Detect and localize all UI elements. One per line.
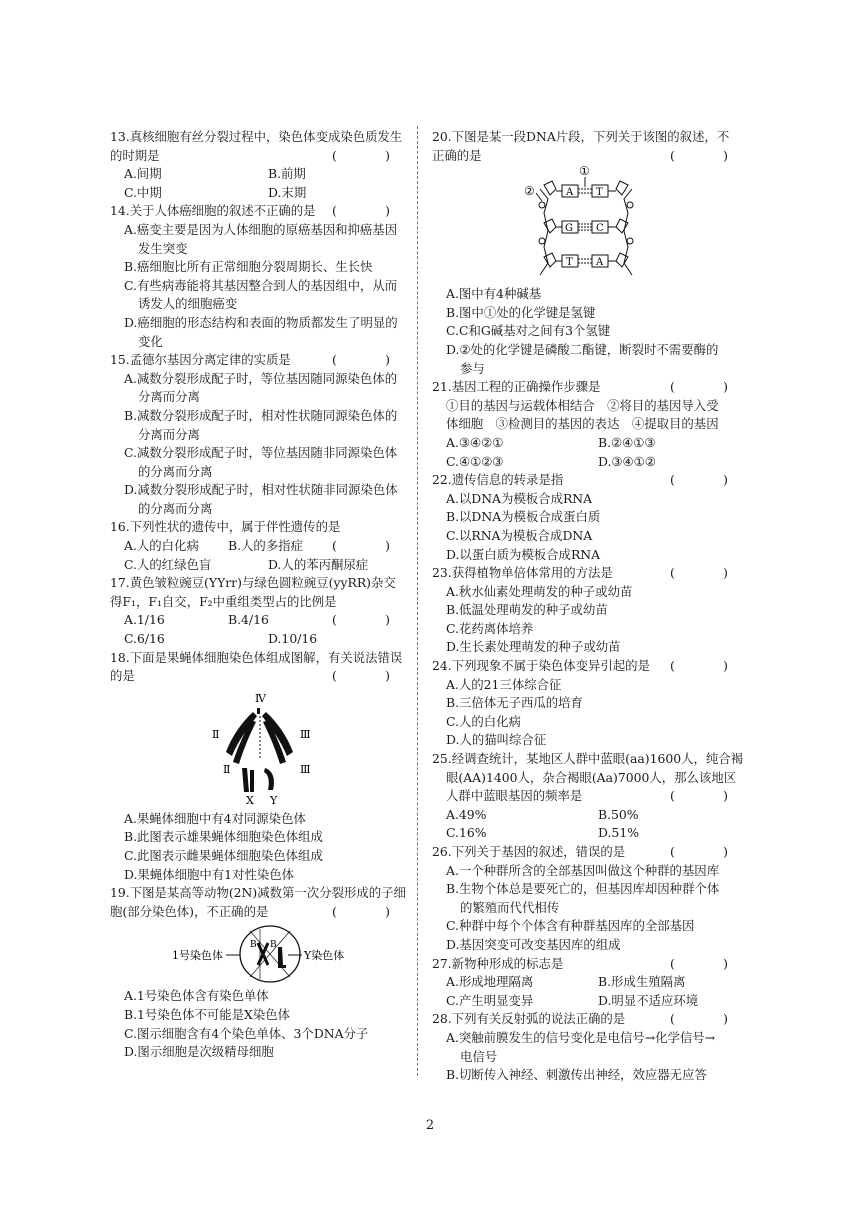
q20-stem-1: 20.下图是某一段DNA片段，下列关于该图的叙述，不 xyxy=(432,129,730,144)
q18-option-a: A.果蝇体细胞中有4对同源染色体 xyxy=(124,810,306,826)
answer-paren: ( ) xyxy=(331,203,408,219)
base-g-label: G xyxy=(565,223,573,235)
label-iii-lower: Ⅲ xyxy=(300,762,311,776)
q27-option-a: A.形成地理隔离 xyxy=(446,974,534,990)
question-18 xyxy=(110,649,412,885)
answer-paren: ( ) xyxy=(331,147,408,163)
answer-paren: ( ) xyxy=(331,903,408,919)
q15-option-b: B.减数分裂形成配子时，相对性状随同源染色体的 xyxy=(124,407,398,423)
q16-option-d: D.人的苯丙酮尿症 xyxy=(268,556,369,572)
q24-option-a: A.人的21三体综合征 xyxy=(446,676,562,692)
answer-paren: ( ) xyxy=(669,955,746,971)
q27-option-d: D.明显不适应环境 xyxy=(598,992,699,1008)
q19-option-a: A.1号染色体含有染色单体 xyxy=(124,988,269,1004)
q20-option-d-cont: 参与 xyxy=(460,360,485,376)
label-b-right: B xyxy=(270,940,277,951)
q15-option-a-cont: 分离而分离 xyxy=(138,389,200,405)
q24-option-d: D.人的猫叫综合征 xyxy=(446,732,547,748)
q22-option-b: B.以DNA为模板合成蛋白质 xyxy=(446,509,601,525)
q19-stem-1: 19.下图是某高等动物(2N)减数第一次分裂形成的子细 xyxy=(110,885,406,901)
sugar-r1 xyxy=(616,181,628,195)
q13-stem-2: 的时期是 xyxy=(110,147,160,163)
q25-option-a: A.49% xyxy=(446,806,487,822)
q24-option-c: C.人的白化病 xyxy=(446,713,521,729)
q15-option-d-cont: 的分离而分离 xyxy=(138,500,213,516)
q13-option-a: A.间期 xyxy=(124,166,162,182)
base-a-top-label: A xyxy=(566,187,574,199)
label-chromosome-1: 1号染色体 xyxy=(172,949,223,963)
q16-stem: 16.下列性状的遗传中，属于伴性遗传的是 xyxy=(110,519,341,535)
q20-option-b: B.图中①处的化学键是氢键 xyxy=(446,304,596,320)
chromosome-x-1 xyxy=(242,768,249,792)
q16-option-c: C.人的红绿色盲 xyxy=(124,556,212,572)
marker-2-arrow xyxy=(536,193,542,201)
answer-paren: ( ) xyxy=(331,612,408,628)
q15-option-b-cont: 分离而分离 xyxy=(138,426,200,442)
q19-option-c: C.图示细胞含有4个染色单体、3个DNA分子 xyxy=(124,1025,369,1041)
answer-paren: ( ) xyxy=(669,147,746,163)
answer-paren: ( ) xyxy=(331,668,408,684)
q21-option-a: A.③④②① xyxy=(446,434,504,450)
fruitfly-chromosome-figure xyxy=(110,686,412,810)
question-17 xyxy=(110,574,412,648)
label-x: X xyxy=(246,793,254,807)
base-c-label: C xyxy=(596,223,604,235)
q25-stem-1: 25.经调查统计，某地区人群中蓝眼(aa)1600人，纯合褐 xyxy=(432,751,744,767)
sugar-l1 xyxy=(544,181,556,195)
q14-option-b: B.癌细胞比所有正常细胞分裂周期长、生长快 xyxy=(124,259,373,275)
q15-option-a: A.减数分裂形成配子时，等位基因随同源染色体的 xyxy=(124,370,398,386)
q23-option-c: C.花药离体培养 xyxy=(446,620,534,636)
q19-option-b: B.1号染色体不可能是X染色体 xyxy=(124,1006,291,1022)
q14-option-c-cont: 诱发人的细胞癌变 xyxy=(138,296,238,312)
left-column xyxy=(110,128,412,1062)
base-t-top-label: T xyxy=(596,187,603,199)
q26-option-d: D.基因突变可改变基因库的组成 xyxy=(446,936,621,952)
q13-option-b: B.前期 xyxy=(268,166,306,182)
q25-option-c: C.16% xyxy=(446,825,487,841)
question-14 xyxy=(110,202,412,351)
answer-paren: ( ) xyxy=(331,352,408,368)
dna-fragment-figure xyxy=(432,165,750,285)
q18-stem-2: 的是 xyxy=(110,668,135,684)
q22-option-d: D.以蛋白质为模板合成RNA xyxy=(446,546,601,562)
q18-stem-1: 18.下面是果蝇体细胞染色体组成图解，有关说法错误 xyxy=(110,649,403,665)
q14-option-d-cont: 变化 xyxy=(138,333,163,349)
answer-paren: ( ) xyxy=(669,379,746,395)
label-y-chromosome: Y染色体 xyxy=(304,949,345,963)
q21-option-c: C.④①②③ xyxy=(446,453,504,469)
phosphate-r2 xyxy=(627,238,633,244)
q14-option-d: D.癌细胞的形态结构和表面的物质都发生了明显的 xyxy=(124,314,398,330)
q15-option-d: D.减数分裂形成配子时，相对性状随非同源染色体 xyxy=(124,482,398,498)
answer-paren: ( ) xyxy=(669,565,746,581)
q27-option-c: C.产生明显变异 xyxy=(446,992,534,1008)
q22-option-a: A.以DNA为模板合成RNA xyxy=(446,490,593,506)
q28-option-b: B.切断传入神经、刺激传出神经，效应器无应答 xyxy=(446,1067,707,1083)
q14-stem: 14.关于人体癌细胞的叙述不正确的是 xyxy=(110,203,316,219)
label-iv: Ⅳ xyxy=(255,691,266,705)
q21-step-list-2: 体细胞 ③检测目的基因的表达 ④提取目的基因 xyxy=(446,416,719,432)
right-column xyxy=(432,128,750,1085)
question-19 xyxy=(110,884,412,1062)
q26-option-c: C.种群中每个个体含有种群基因库的全部基因 xyxy=(446,918,695,934)
q21-stem: 21.基因工程的正确操作步骤是 xyxy=(432,379,601,395)
answer-paren: ( ) xyxy=(669,658,746,674)
q28-option-a-cont: 电信号 xyxy=(460,1048,498,1064)
q25-stem-3: 人群中蓝眼基因的频率是 xyxy=(446,788,583,804)
label-y: Y xyxy=(270,793,278,807)
q18-option-c: C.此图表示雌果蝇体细胞染色体组成 xyxy=(124,848,323,863)
question-13 xyxy=(110,128,412,202)
q20-option-d: D.②处的化学键是磷酸二酯键，断裂时不需要酶的 xyxy=(446,341,719,357)
question-28 xyxy=(432,1010,750,1084)
column-divider xyxy=(417,126,418,1076)
q25-option-b: B.50% xyxy=(598,806,639,822)
q14-option-a: A.癌变主要是因为人体细胞的原癌基因和抑癌基因 xyxy=(124,221,398,237)
q13-option-d: D.末期 xyxy=(268,184,307,200)
base-t-bottom-label: T xyxy=(566,257,573,269)
page-number: 2 xyxy=(425,1118,435,1133)
meiosis-cell-diagram xyxy=(110,921,412,987)
q15-stem: 15.孟德尔基因分离定律的实质是 xyxy=(110,352,291,368)
q26-stem: 26.下列关于基因的叙述，错误的是 xyxy=(432,844,626,859)
q23-option-b: B.低温处理萌发的种子或幼苗 xyxy=(446,602,608,618)
answer-paren: ( ) xyxy=(669,472,746,488)
q18-option-d: D.果蝇体细胞中有1对性染色体 xyxy=(124,866,295,882)
label-ii-lower: Ⅱ xyxy=(223,762,231,776)
chromosome-y-shape xyxy=(278,947,286,968)
chromosome-y xyxy=(264,768,274,790)
q17-option-b: B.4/16 xyxy=(227,612,269,628)
q28-option-a: A.突触前膜发生的信号变化是电信号→化学信号→ xyxy=(446,1029,716,1045)
q17-option-d: D.10/16 xyxy=(268,631,318,647)
q22-option-c: C.以RNA为模板合成DNA xyxy=(446,527,593,543)
q20-option-a: A.图中有4种碱基 xyxy=(446,286,542,302)
question-21 xyxy=(432,378,750,471)
base-a-bottom-label: A xyxy=(596,257,604,269)
q25-stem-2: 眼(AA)1400人，杂合褐眼(Aa)7000人，那么该地区 xyxy=(446,769,737,785)
answer-paren: ( ) xyxy=(669,1011,746,1027)
q19-stem-2: 胞(部分染色体)，不正确的是 xyxy=(110,903,269,919)
marker-1: ① xyxy=(579,165,590,179)
q16-option-a: A.人的白化病 xyxy=(124,538,199,554)
q23-option-d: D.生长素处理萌发的种子或幼苗 xyxy=(446,639,621,655)
q17-option-c: C.6/16 xyxy=(124,631,165,647)
q21-step-list-1: ①目的基因与运载体相结合 ②将目的基因导入受 xyxy=(446,397,719,413)
q28-stem: 28.下列有关反射弧的说法正确的是 xyxy=(432,1011,626,1027)
phosphate-l1 xyxy=(539,202,545,208)
q15-option-c-cont: 的分离而分离 xyxy=(138,463,213,479)
q21-option-b: B.②④①③ xyxy=(598,434,656,450)
label-b-left: B xyxy=(250,940,257,951)
q18-option-b: B.此图表示雄果蝇体细胞染色体组成 xyxy=(124,829,323,845)
q25-option-d: D.51% xyxy=(598,825,639,841)
answer-paren: ( ) xyxy=(669,844,746,859)
question-25 xyxy=(432,750,750,843)
phosphate-r1 xyxy=(627,202,633,208)
question-23 xyxy=(432,564,750,657)
dna-fragment-diagram xyxy=(432,165,750,285)
fruitfly-chromosome-diagram xyxy=(110,686,412,810)
question-24 xyxy=(432,657,750,750)
answer-paren: ( ) xyxy=(331,538,408,554)
q13-option-c: C.中期 xyxy=(124,184,162,200)
q26-option-b-cont: 的繁殖而代代相传 xyxy=(460,899,560,915)
q14-option-a-cont: 发生突变 xyxy=(138,240,188,256)
q24-stem: 24.下列现象不属于染色体变异引起的是 xyxy=(432,658,650,674)
label-iii-upper: Ⅲ xyxy=(300,727,311,741)
q20-option-c: C.C和G碱基对之间有3个氢键 xyxy=(446,323,611,339)
q23-stem: 23.获得植物单倍体常用的方法是 xyxy=(432,565,613,581)
q26-option-b: B.生物个体总是要死亡的，但基因库却因种群个体 xyxy=(446,881,720,897)
label-ii-upper: Ⅱ xyxy=(212,727,220,741)
question-15 xyxy=(110,351,412,518)
q19-option-d: D.图示细胞是次级精母细胞 xyxy=(124,1044,274,1060)
phosphate-l2 xyxy=(539,238,545,244)
question-20 xyxy=(432,128,750,378)
chromosome-x-2 xyxy=(250,770,254,792)
q15-option-c: C.减数分裂形成配子时，等位基因随非同源染色体 xyxy=(124,445,398,461)
answer-paren: ( ) xyxy=(669,788,746,804)
q14-option-c: C.有些病毒能将其基因整合到人的基因组中，从而 xyxy=(124,277,398,293)
question-22 xyxy=(432,471,750,564)
q22-stem: 22.遗传信息的转录是指 xyxy=(432,472,564,488)
question-16 xyxy=(110,518,412,574)
marker-2: ② xyxy=(524,184,535,199)
q27-option-b: B.形成生殖隔离 xyxy=(598,974,686,990)
q17-stem-2: 得F₁，F₁自交，F₂中重组类型占的比例是 xyxy=(110,593,337,609)
q26-option-a: A.一个种群所含的全部基因叫做这个种群的基因库 xyxy=(446,862,720,878)
q17-stem-1: 17.黄色皱粒豌豆(YYrr)与绿色圆粒豌豆(yyRR)杂交 xyxy=(110,575,396,591)
question-27 xyxy=(432,955,750,1011)
q21-option-d: D.③④①② xyxy=(598,453,656,469)
q20-stem-2: 正确的是 xyxy=(432,147,482,163)
question-26 xyxy=(432,843,750,955)
q16-option-b: B.人的多指症 xyxy=(227,538,303,554)
q27-stem: 27.新物种形成的标志是 xyxy=(432,955,564,971)
q23-option-a: A.秋水仙素处理萌发的种子或幼苗 xyxy=(446,583,633,599)
q17-option-a: A.1/16 xyxy=(124,612,165,628)
chromosome-iv-dot xyxy=(257,708,260,714)
q13-stem-1: 13.真核细胞有丝分裂过程中，染色体变成染色质发生 xyxy=(110,129,403,144)
meiosis-cell-figure xyxy=(110,921,412,987)
q24-option-b: B.三倍体无子西瓜的培育 xyxy=(446,695,583,711)
